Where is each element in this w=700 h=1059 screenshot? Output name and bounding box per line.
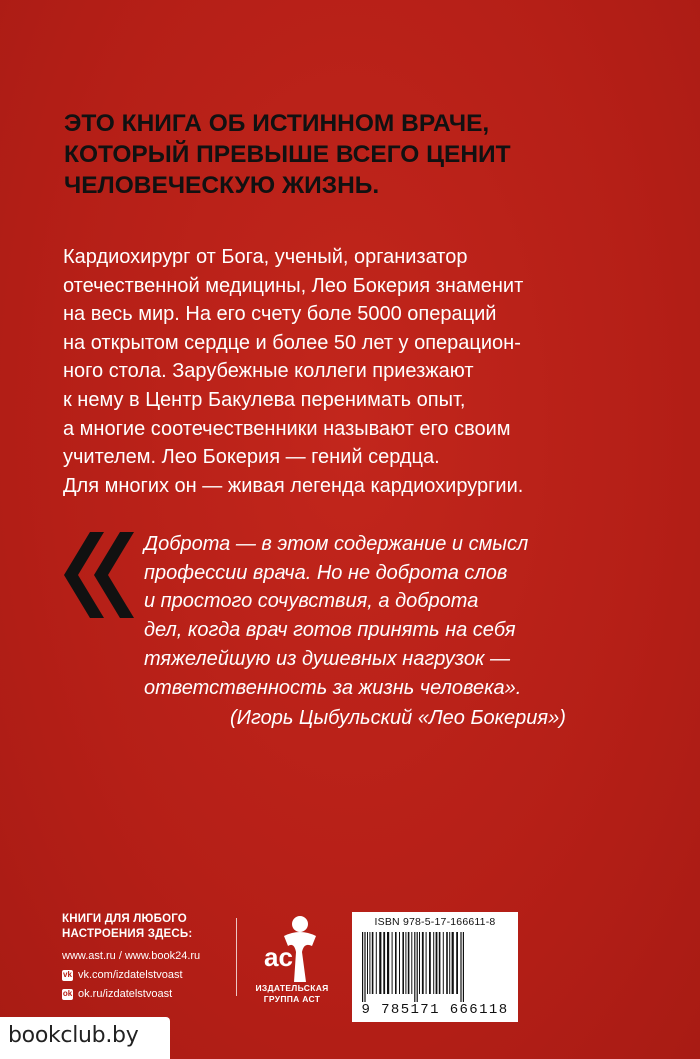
social-link-text: ok.ru/izdatelstvoast	[78, 988, 173, 1000]
quote-block	[144, 530, 664, 733]
barcode-bar	[383, 932, 385, 994]
barcode-bar	[369, 932, 370, 994]
barcode-bar	[429, 932, 431, 994]
barcode-bar	[402, 932, 404, 994]
barcode-bar	[362, 932, 363, 1002]
description-line: на весь мир. На его счету боле 5000 операций	[63, 303, 497, 326]
website-links[interactable]: www.ast.ru / www.book24.ru	[62, 950, 201, 962]
barcode-bar	[417, 932, 418, 1002]
quote-line: тяжелейшую из душевных нагрузок —	[144, 647, 510, 670]
barcode-bar	[456, 932, 458, 994]
quote-line: Доброта — в этом содержание и смысл	[144, 533, 529, 555]
barcode-bar	[419, 932, 420, 994]
barcode-image	[360, 932, 510, 1002]
description-line: на открытом сердце и более 50 лет у операцион-	[63, 331, 521, 354]
headline-line: ЭТО КНИГА ОБ ИСТИННОМ ВРАЧЕ,	[64, 110, 490, 137]
publisher-name	[246, 983, 338, 1005]
headline	[64, 108, 664, 201]
barcode-bar	[392, 932, 393, 994]
barcode-bar	[411, 932, 412, 994]
barcode-bar	[426, 932, 427, 994]
links-heading-line: КНИГИ ДЛЯ ЛЮБОГО	[62, 913, 187, 925]
barcode-bar	[408, 932, 410, 994]
vk-icon: vk	[63, 970, 72, 979]
barcode-bar	[463, 932, 464, 1002]
publisher-name-line: ИЗДАТЕЛЬСКАЯ	[255, 983, 329, 993]
footer-divider	[236, 918, 237, 996]
barcode-bar	[422, 932, 424, 994]
description-line: а многие соотечественники называют его своим	[63, 417, 511, 440]
quote-line: дел, когда врач готов принять на себя	[144, 619, 516, 642]
barcode-panel	[352, 912, 518, 1022]
barcode-bar	[433, 932, 434, 994]
description-paragraph	[63, 243, 653, 500]
barcode-bar	[364, 932, 365, 1002]
barcode-bar	[372, 932, 374, 994]
social-link-ok[interactable]	[62, 986, 232, 1002]
description-line: к нему в Центр Бакулева перенимать опыт,	[63, 388, 466, 411]
quote-line: ответственность за жизнь человека».	[144, 676, 522, 699]
barcode-bar	[414, 932, 415, 1002]
site-watermark	[0, 1017, 170, 1059]
headline-line: КОТОРЫЙ ПРЕВЫШЕ ВСЕГО ЦЕНИТ	[64, 141, 511, 168]
watermark-text: bookclub.by	[8, 1023, 139, 1048]
open-quote-icon	[60, 530, 136, 620]
barcode-bar	[376, 932, 377, 994]
barcode-bar	[449, 932, 450, 994]
description-line: учителем. Лео Бокерия — гений сердца.	[63, 446, 440, 469]
barcode-bar	[439, 932, 441, 994]
barcode-digits: 9 785171 666118	[361, 1002, 509, 1018]
quote-attribution: (Игорь Цыбульский «Лео Бокерия»)	[230, 707, 566, 730]
barcode-bar	[399, 932, 400, 994]
logo-text: ac	[264, 942, 293, 972]
publisher-links	[62, 912, 232, 1002]
barcode-bar	[436, 932, 438, 994]
quote-line: профессии врача. Но не доброта слов	[144, 561, 508, 584]
barcode-bar	[395, 932, 397, 994]
barcode-bar	[443, 932, 444, 994]
publisher-name-line: ГРУППА АСТ	[263, 994, 321, 1004]
isbn-number: ISBN 978-5-17-166611-8	[374, 916, 496, 928]
description-line: Кардиохирург от Бога, ученый, организатор	[63, 246, 468, 268]
description-line: отечественной медицины, Лео Бокерия знаменит	[63, 274, 524, 297]
description-line: Для многих он — живая легенда кардиохирургии.	[63, 474, 524, 497]
barcode-bar	[367, 932, 368, 994]
barcode-bar	[379, 932, 381, 994]
headline-line: ЧЕЛОВЕЧЕСКУЮ ЖИЗНЬ.	[64, 172, 380, 199]
description-line: ного стола. Зарубежные коллеги приезжают	[63, 360, 474, 383]
social-link-vk[interactable]	[62, 967, 232, 983]
barcode-bar	[405, 932, 406, 994]
social-link-text: vk.com/izdatelstvoast	[78, 969, 183, 981]
barcode-bar	[387, 932, 389, 994]
ast-logo	[246, 912, 338, 984]
barcode-bar	[446, 932, 448, 994]
links-heading-line: НАСТРОЕНИЯ ЗДЕСЬ:	[62, 928, 193, 940]
quote-line: и простого сочувствия, а доброта	[144, 590, 479, 613]
barcode-bar	[452, 932, 454, 994]
barcode-bar	[460, 932, 461, 1002]
ok-icon: ok	[62, 989, 73, 998]
